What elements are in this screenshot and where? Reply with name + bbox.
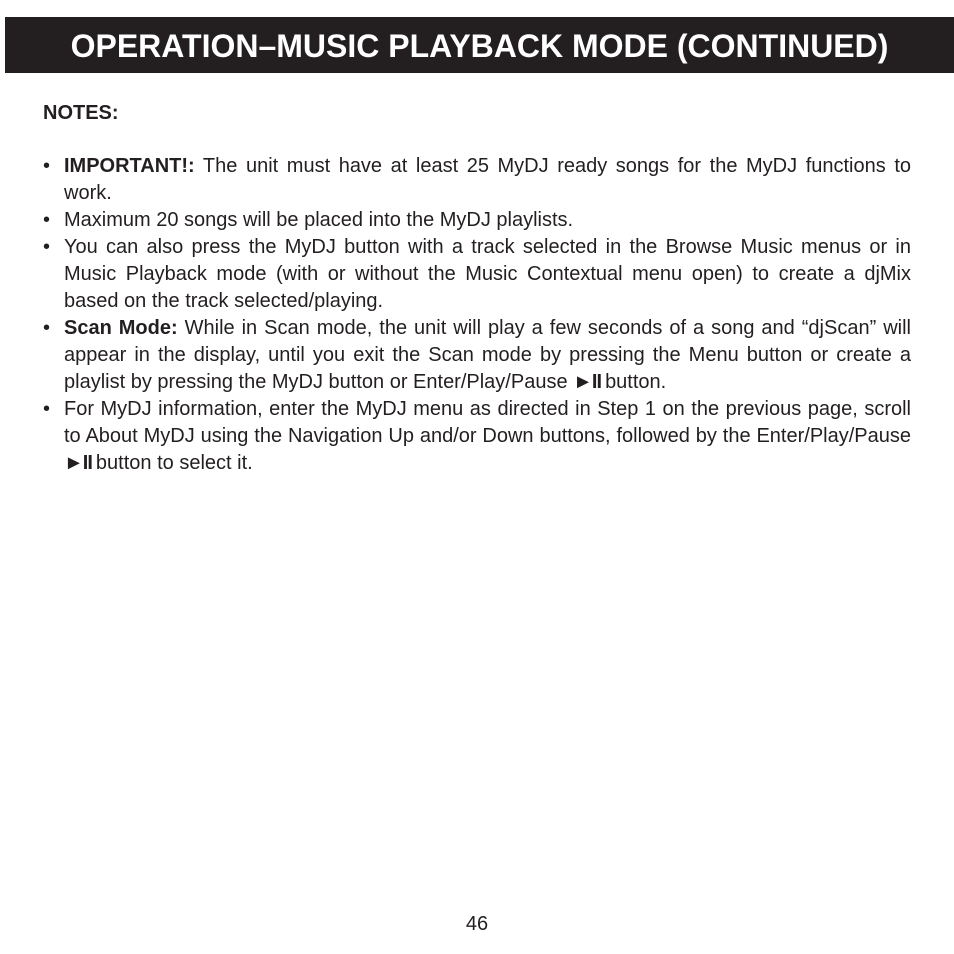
play-pause-icon: ►II <box>573 371 602 393</box>
note-item-important <box>43 153 911 207</box>
notes-list <box>43 153 911 477</box>
note-text-important: The unit must have at least 25 MyDJ ready songs for the MyDJ functions to work. <box>64 155 911 204</box>
page-number: 46 <box>465 913 489 935</box>
note-item-max-songs <box>43 207 911 234</box>
note-tail-scan-mode: button. <box>605 371 667 393</box>
notes-heading: NOTES: <box>43 102 119 124</box>
note-tail-mydj-info: button to select it. <box>95 452 253 474</box>
note-lead-scan-mode: Scan Mode: <box>64 317 178 339</box>
note-lead-important: IMPORTANT!: <box>64 155 195 177</box>
play-pause-icon: ►II <box>64 452 92 474</box>
note-text-max-songs: Maximum 20 songs will be placed into the MyDJ playlists. <box>64 209 574 231</box>
note-item-mydj-info <box>43 396 911 477</box>
page-title: OPERATION–MUSIC PLAYBACK MODE (CONTINUED) <box>70 27 889 64</box>
page-header-bar <box>5 17 954 73</box>
note-text-scan-mode: While in Scan mode, the unit will play a few seconds of a song and “djScan” will appear in the display, until you exit the Scan mode by pressing the Menu button or create a playlist by pressing the MyDJ button or Enter/Play/Pause <box>64 317 911 393</box>
note-text-mydj-button: You can also press the MyDJ button with a track selected in the Browse Music menus or in Music Playback mode (with or without the Music Contextual menu open) to create a djMix based on the track selected/playing. <box>64 236 911 312</box>
note-text-mydj-info: For MyDJ information, enter the MyDJ menu as directed in Step 1 on the previous page, scroll to About MyDJ using the Navigation Up and/or Down buttons, followed by the Enter/Play/Pause <box>64 398 911 447</box>
note-item-mydj-button <box>43 234 911 315</box>
note-item-scan-mode <box>43 315 911 396</box>
